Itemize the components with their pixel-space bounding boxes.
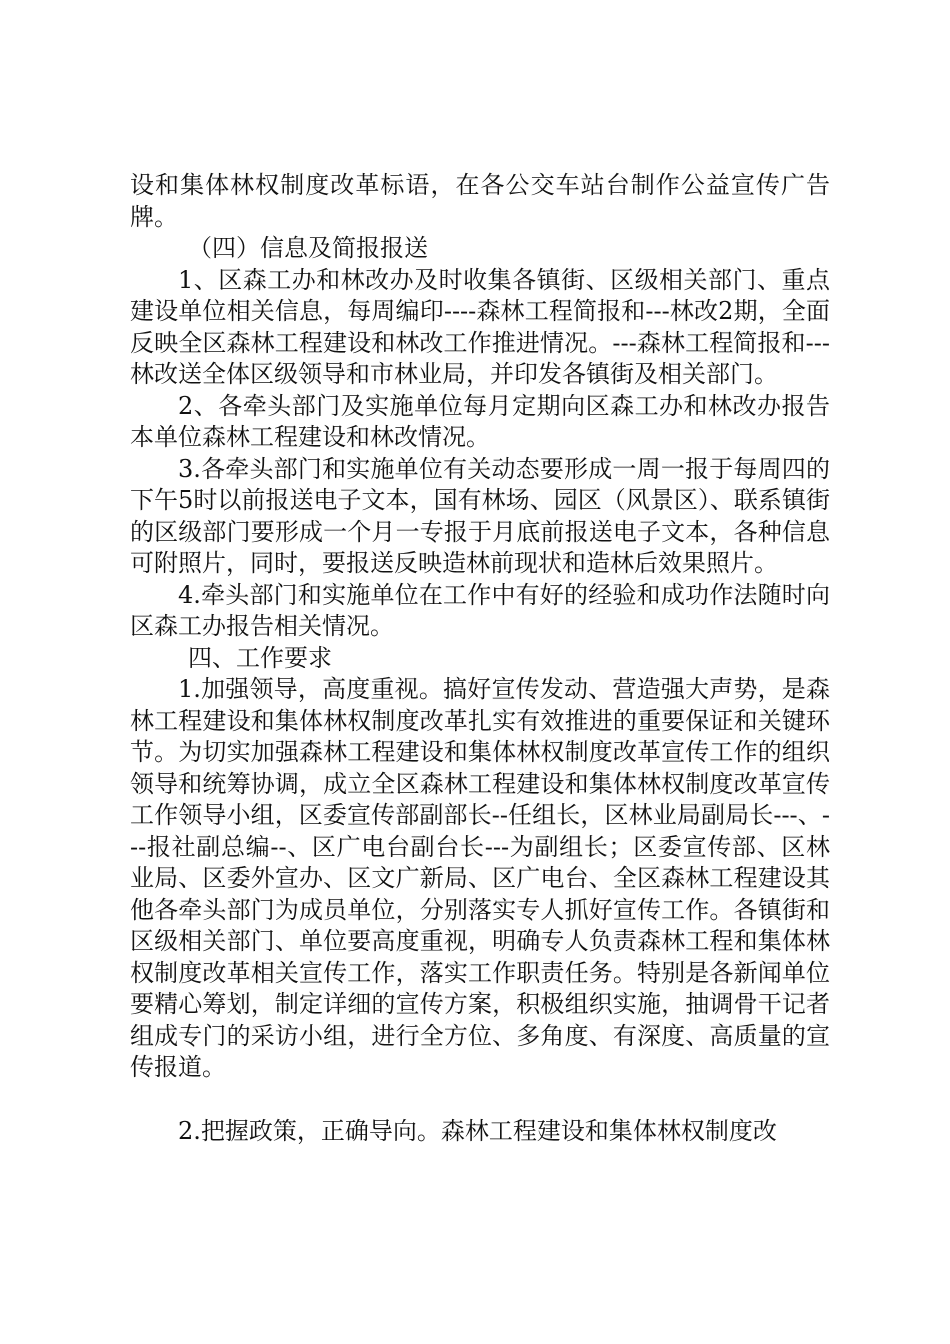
paragraph-item-1: 1、区森工办和林改办及时收集各镇街、区级相关部门、重点建设单位相关信息，每周编印----森林工程简报和---林改2期，全面反映全区森林工程建设和林改工作推进情况。---森林工程简报和---林改送全体区级领导和市林业局，并印发各镇街及相关部门。 [130, 265, 830, 388]
section-heading-info-reporting: （四）信息及简报报送 [188, 234, 428, 262]
paragraph-item-4: 4.牵头部门和实施单位在工作中有好的经验和成功作法随时向区森工办报告相关情况。 [130, 580, 830, 640]
paragraph-requirement-1: 1.加强领导，高度重视。搞好宣传发动、营造强大声势，是森林工程建设和集体林权制度改革扎实有效推进的重要保证和关键环节。为切实加强森林工程建设和集体林权制度改革宣传工作的组织领导和统筹协调，成立全区森林工程建设和集体林权制度改革宣传工作领导小组，区委宣传部副部长--任组长，区林业局副局长---、---报社副总编--、区广电台副台长---为副组长；区委宣传部、区林业局、区委外宣办、区文广新局、区广电台、全区森林工程建设其他各牵头部门为成员单位，分别落实专人抓好宣传工作。各镇街和区级相关部门、单位要高度重视，明确专人负责森林工程和集体林权制度改革相关宣传工作，落实工作职责任务。特别是各新闻单位要精心筹划，制定详细的宣传方案，积极组织实施，抽调骨干记者组成专门的采访小组，进行全方位、多角度、有深度、高质量的宣传报道。 [130, 675, 830, 1081]
paragraph-requirement-2: 2.把握政策，正确导向。森林工程建设和集体林权制度改 [178, 1116, 777, 1145]
document-body [130, 170, 830, 1147]
paragraph-item-3: 3.各牵头部门和实施单位有关动态要形成一周一报于每周四的下午5时以前报送电子文本，国有林场、园区（风景区）、联系镇街的区级部门要形成一个月一专报于月底前报送电子文本，各种信息可附照片，同时，要报送反映造林前现状和造林后效果照片。 [130, 454, 830, 577]
section-heading-work-requirements: 四、工作要求 [188, 643, 332, 672]
paragraph-continuation: 设和集体林权制度改革标语，在各公交车站台制作公益宣传广告牌。 [130, 171, 830, 231]
paragraph-item-2: 2、各牵头部门及实施单位每月定期向区森工办和林改办报告本单位森林工程建设和林改情况。 [130, 391, 830, 451]
